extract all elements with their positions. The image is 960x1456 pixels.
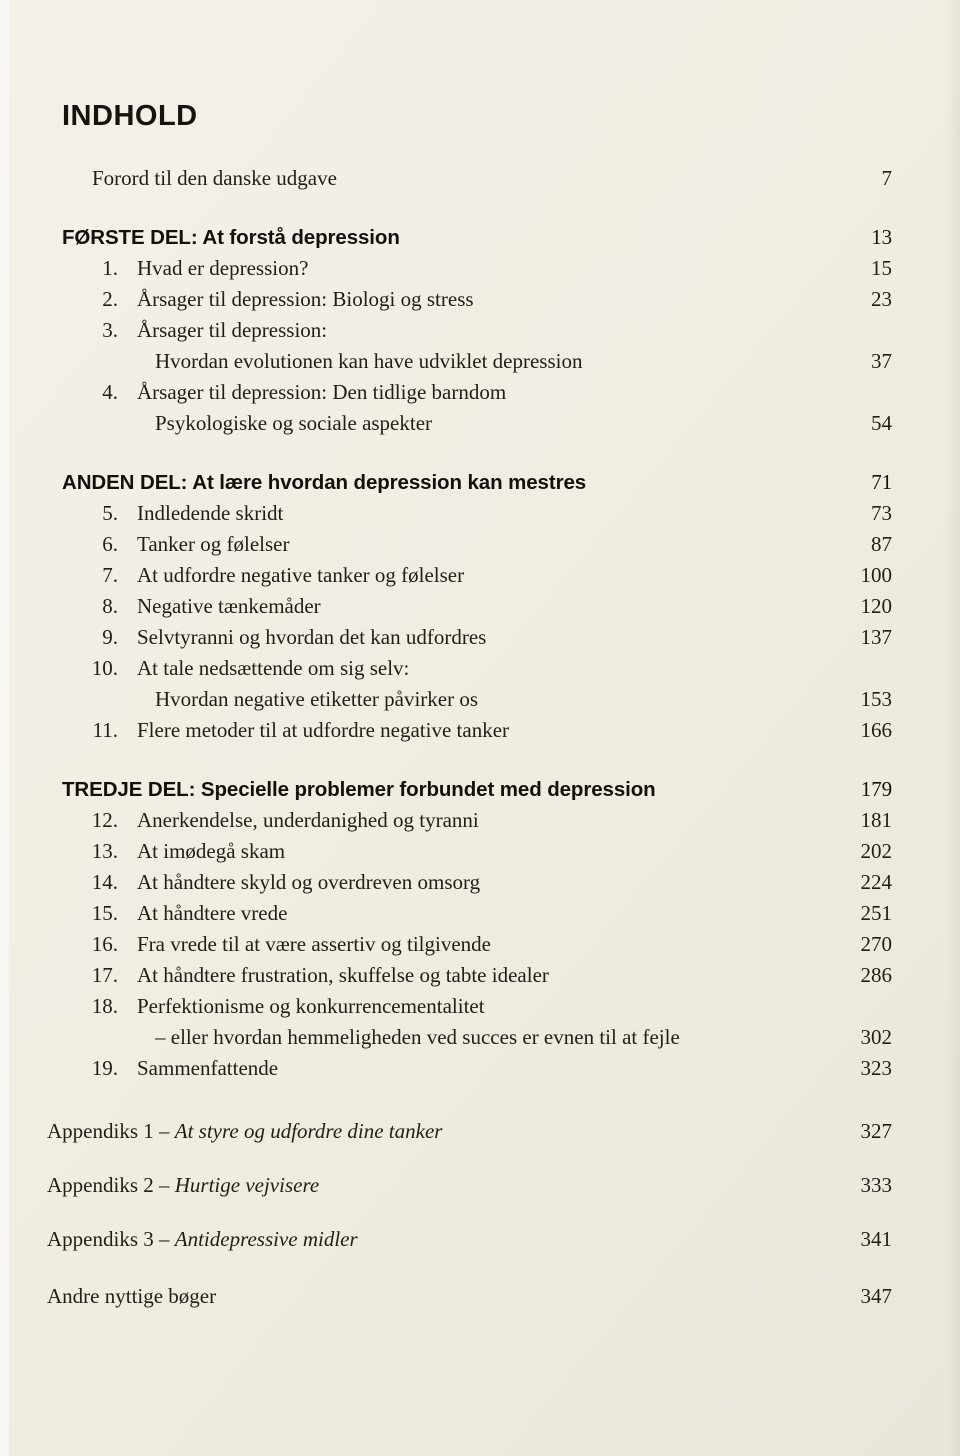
- entry-label: Hvordan negative etiketter påvirker os: [155, 687, 479, 711]
- appendix-title: Hurtige vejvisere: [174, 1173, 320, 1197]
- entry-number: 12.: [91, 808, 118, 832]
- toc-entry-appendix: [47, 1170, 892, 1201]
- appendix-title: Antidepressive midler: [174, 1227, 358, 1251]
- entry-label: At udfordre negative tanker og følelser: [137, 563, 465, 587]
- entry-number: 7.: [102, 563, 118, 587]
- toc-entry: [62, 377, 892, 408]
- toc-entry: [62, 1053, 892, 1084]
- entry-number: 8.: [102, 594, 118, 618]
- entry-page: 347: [860, 1284, 892, 1308]
- entry-page: 120: [860, 594, 892, 618]
- toc-entry: [62, 867, 892, 898]
- entry-page: 341: [860, 1227, 892, 1251]
- entry-label: Fra vrede til at være assertiv og tilgivende: [137, 932, 491, 956]
- toc-entry: [62, 315, 892, 346]
- toc-entry: [62, 836, 892, 867]
- toc-entry: [47, 1281, 892, 1312]
- entry-number: 9.: [102, 625, 118, 649]
- entry-label: [47, 1116, 836, 1147]
- entry-number: 3.: [102, 318, 118, 342]
- entry-label: Tanker og følelser: [137, 532, 290, 556]
- toc-entry: [62, 991, 892, 1022]
- entry-page: 286: [860, 963, 892, 987]
- appendix-prefix: Appendiks 3 –: [47, 1227, 175, 1251]
- toc-entry: [62, 498, 892, 529]
- entry-label: Forord til den danske udgave: [92, 166, 337, 190]
- entry-label: At håndtere skyld og overdreven omsorg: [137, 870, 481, 894]
- entry-page: 302: [860, 1025, 892, 1049]
- entry-label: Årsager til depression:: [137, 318, 328, 342]
- entry-page: 224: [860, 870, 892, 894]
- entry-page: 54: [871, 411, 892, 435]
- entry-page: 15: [871, 256, 892, 280]
- entry-number: 17.: [91, 963, 118, 987]
- page-title: INDHOLD: [62, 100, 198, 132]
- entry-number: 16.: [91, 932, 118, 956]
- part-label: ANDEN DEL: At lære hvordan depression kan mestres: [62, 471, 587, 494]
- entry-label: Negative tænkemåder: [137, 594, 321, 618]
- entry-page: 202: [860, 839, 892, 863]
- toc-entry: [62, 591, 892, 622]
- entry-number: 18.: [91, 994, 118, 1018]
- entry-page: 73: [871, 501, 892, 525]
- entry-label: Andre nyttige bøger: [47, 1284, 217, 1308]
- toc-entry: [62, 898, 892, 929]
- toc-entry-continuation: [62, 684, 892, 715]
- entry-number: 15.: [91, 901, 118, 925]
- entry-label: Hvad er depression?: [137, 256, 309, 280]
- appendix-title: At styre og udfordre dine tanker: [174, 1119, 443, 1143]
- entry-label: At imødegå skam: [137, 839, 286, 863]
- entry-page: 179: [860, 777, 892, 801]
- entry-page: 137: [860, 625, 892, 649]
- entry-page: 181: [860, 808, 892, 832]
- toc-entry-continuation: [62, 1022, 892, 1053]
- entry-page: 7: [881, 166, 892, 190]
- toc-entry: [62, 622, 892, 653]
- toc-entry: [62, 715, 892, 746]
- entry-number: 10.: [91, 656, 118, 680]
- entry-number: 5.: [102, 501, 118, 525]
- entry-label: At håndtere vrede: [137, 901, 288, 925]
- toc-entry-appendix: [47, 1224, 892, 1255]
- entry-label: – eller hvordan hemmeligheden ved succes er evnen til at fejle: [155, 1025, 680, 1049]
- toc-part-header: [62, 774, 892, 805]
- entry-page: 251: [860, 901, 892, 925]
- entry-label: Sammenfattende: [137, 1056, 279, 1080]
- entry-number: 2.: [102, 287, 118, 311]
- entry-page: 327: [860, 1119, 892, 1143]
- entry-label: At tale nedsættende om sig selv:: [137, 656, 410, 680]
- toc-entry: [62, 284, 892, 315]
- entry-label: Årsager til depression: Biologi og stress: [137, 287, 474, 311]
- part-label: TREDJE DEL: Specielle problemer forbundet med depression: [62, 778, 656, 801]
- part-label: FØRSTE DEL: At forstå depression: [62, 226, 400, 249]
- toc-entry-forord: [62, 163, 892, 194]
- entry-page: 153: [860, 687, 892, 711]
- toc-entry: [62, 529, 892, 560]
- entry-label: [47, 1224, 836, 1255]
- toc-part-header: [62, 222, 892, 253]
- toc-part-header: [62, 467, 892, 498]
- entry-label: Hvordan evolutionen kan have udviklet depression: [155, 349, 583, 373]
- entry-page: 166: [860, 718, 892, 742]
- entry-page: 270: [860, 932, 892, 956]
- toc-entry: [62, 929, 892, 960]
- entry-page: 23: [871, 287, 892, 311]
- entry-page: 333: [860, 1173, 892, 1197]
- entry-number: 11.: [92, 718, 118, 742]
- toc-entry: [62, 560, 892, 591]
- entry-page: 100: [860, 563, 892, 587]
- entry-label: Årsager til depression: Den tidlige barndom: [137, 380, 507, 404]
- entry-number: 6.: [102, 532, 118, 556]
- entry-page: 37: [871, 349, 892, 373]
- entry-label: Anerkendelse, underdanighed og tyranni: [137, 808, 479, 832]
- toc-entry: [62, 253, 892, 284]
- entry-page: 87: [871, 532, 892, 556]
- appendix-prefix: Appendiks 2 –: [47, 1173, 175, 1197]
- entry-label: Perfektionisme og konkurrencementalitet: [137, 994, 485, 1018]
- entry-page: 323: [860, 1056, 892, 1080]
- entry-label: Psykologiske og sociale aspekter: [155, 411, 433, 435]
- entry-page: 13: [871, 225, 892, 249]
- entry-label: [47, 1170, 836, 1201]
- entry-label: Flere metoder til at udfordre negative tanker: [137, 718, 510, 742]
- toc-entry-continuation: [62, 408, 892, 439]
- toc-entry-appendix: [47, 1116, 892, 1147]
- entry-label: Indledende skridt: [137, 501, 284, 525]
- entry-number: 1.: [102, 256, 118, 280]
- entry-number: 19.: [91, 1056, 118, 1080]
- entry-number: 4.: [102, 380, 118, 404]
- entry-number: 14.: [91, 870, 118, 894]
- entry-label: At håndtere frustration, skuffelse og tabte idealer: [137, 963, 549, 987]
- appendix-prefix: Appendiks 1 –: [47, 1119, 175, 1143]
- toc-entry: [62, 805, 892, 836]
- entry-label: Selvtyranni og hvordan det kan udfordres: [137, 625, 487, 649]
- toc-entry-continuation: [62, 346, 892, 377]
- entry-number: 13.: [91, 839, 118, 863]
- toc-entry: [62, 960, 892, 991]
- toc-entry: [62, 653, 892, 684]
- entry-page: 71: [871, 470, 892, 494]
